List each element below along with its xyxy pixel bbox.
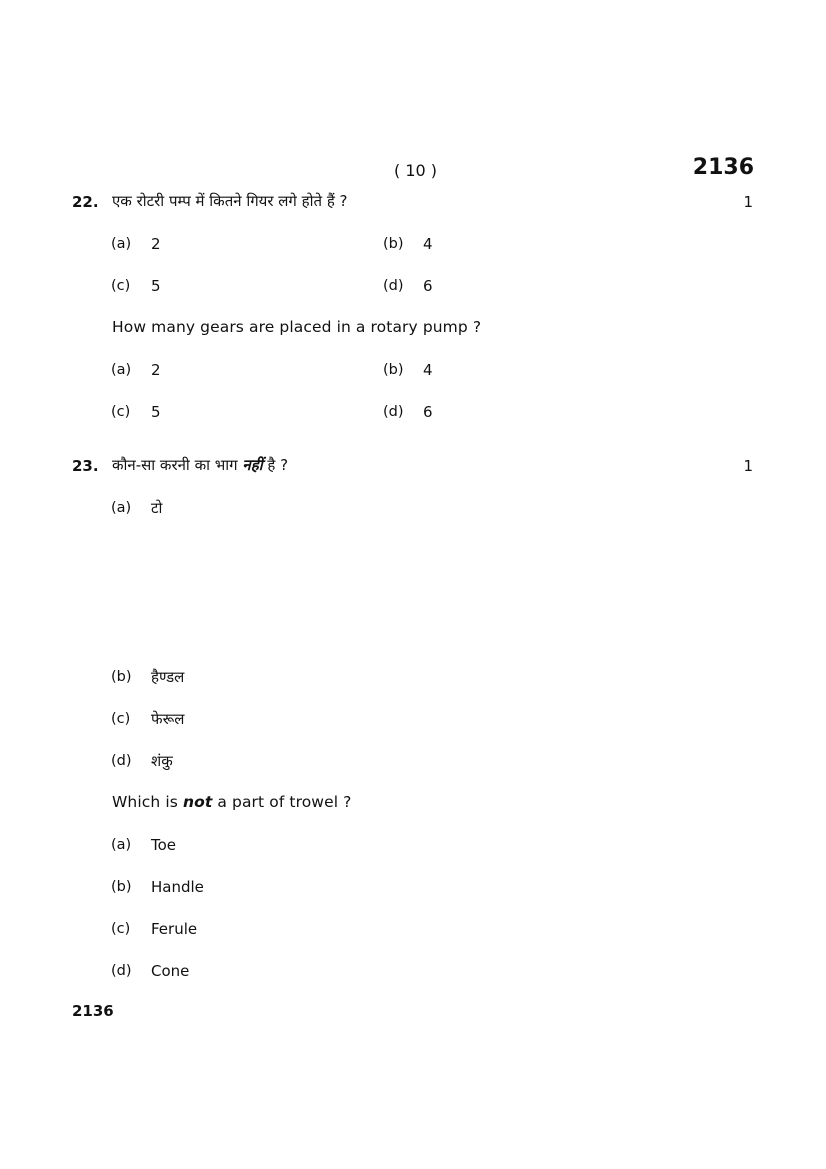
q23-hindi-option-c-value: फेरूल bbox=[151, 710, 185, 728]
q22-hindi-option-b-value: 4 bbox=[423, 235, 433, 253]
q22-hindi-option-d-label: (d) bbox=[383, 278, 404, 294]
page-number: ( 10 ) bbox=[394, 161, 438, 180]
q22-hindi-option-a-label: (a) bbox=[111, 236, 132, 252]
q23-english-option-b-value: Handle bbox=[151, 878, 204, 896]
question-22-number: 22. bbox=[72, 193, 99, 211]
q23-hindi-option-d-value: शंकु bbox=[151, 752, 173, 770]
question-23-hindi-text bbox=[112, 455, 288, 475]
q22-english-option-d-label: (d) bbox=[383, 404, 404, 420]
question-23-number: 23. bbox=[72, 457, 99, 475]
q22-english-option-a-label: (a) bbox=[111, 362, 132, 378]
q22-hindi-option-c-value: 5 bbox=[151, 277, 161, 295]
q23-hindi-option-b-value: हैण्डल bbox=[151, 668, 185, 686]
paper-code-header: 2136 bbox=[692, 155, 754, 180]
question-23-english-emphasis: not bbox=[182, 793, 213, 811]
q22-english-option-c-label: (c) bbox=[111, 404, 131, 420]
q23-english-option-a-label: (a) bbox=[111, 837, 132, 853]
question-22-marks: 1 bbox=[743, 193, 753, 211]
question-22-hindi-text: एक रोटरी पम्प में कितने गियर लगे होते हैं ? bbox=[112, 192, 348, 210]
q23-english-option-c-value: Ferule bbox=[151, 920, 198, 938]
question-23-hindi-emphasis: नहीं bbox=[242, 456, 263, 474]
question-22-english-text: How many gears are placed in a rotary pump ? bbox=[112, 318, 482, 336]
q22-english-option-c-value: 5 bbox=[151, 403, 161, 421]
q23-hindi-option-d-label: (d) bbox=[111, 753, 132, 769]
question-23-marks: 1 bbox=[743, 457, 753, 475]
question-23-english-text-after: a part of trowel ? bbox=[217, 793, 352, 811]
q23-hindi-option-a-value: टो bbox=[151, 499, 163, 517]
question-23-english-text-before: Which is bbox=[112, 793, 178, 811]
question-23-hindi-text-before: कौन-सा करनी का भाग bbox=[112, 456, 238, 474]
question-23-hindi-text-after: है ? bbox=[267, 456, 289, 474]
q23-hindi-option-a-label: (a) bbox=[111, 500, 132, 516]
q23-english-option-d-label: (d) bbox=[111, 963, 132, 979]
q23-english-option-b-label: (b) bbox=[111, 879, 132, 895]
q23-english-option-a-value: Toe bbox=[151, 836, 177, 854]
q22-english-option-d-value: 6 bbox=[423, 403, 433, 421]
q23-english-option-c-label: (c) bbox=[111, 921, 131, 937]
question-23-english-text bbox=[112, 793, 351, 811]
q23-hindi-option-c-label: (c) bbox=[111, 711, 131, 727]
q22-english-option-a-value: 2 bbox=[151, 361, 161, 379]
paper-code-footer: 2136 bbox=[72, 1002, 114, 1020]
q22-english-option-b-value: 4 bbox=[423, 361, 433, 379]
q22-english-option-b-label: (b) bbox=[383, 362, 404, 378]
q23-english-option-d-value: Cone bbox=[151, 962, 190, 980]
q22-hindi-option-d-value: 6 bbox=[423, 277, 433, 295]
q23-hindi-option-b-label: (b) bbox=[111, 669, 132, 685]
q22-hindi-option-c-label: (c) bbox=[111, 278, 131, 294]
q22-hindi-option-a-value: 2 bbox=[151, 235, 161, 253]
q22-hindi-option-b-label: (b) bbox=[383, 236, 404, 252]
